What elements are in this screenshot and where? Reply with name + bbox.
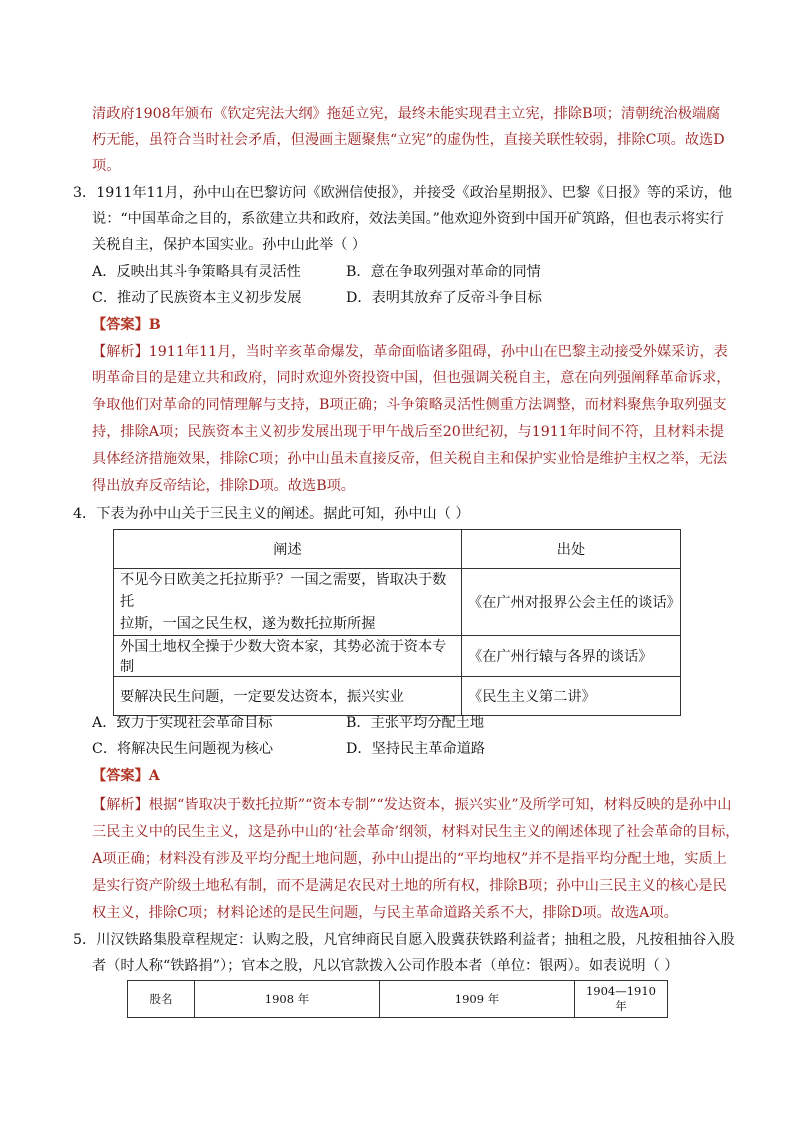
prev-analysis-line: 朽无能，虽符合当时社会矛盾，但漫画主题聚焦“立宪”的虚伪性，直接关联性较弱，排除C项。故选D bbox=[92, 132, 725, 148]
prev-analysis-line: 清政府1908年颁布《钦定宪法大纲》拖延立宪，最终未能实现君主立宪，排除B项；清朝统治极端腐 bbox=[92, 106, 721, 122]
q3-analysis-line: 明革命目的是建立共和政府，同时欢迎外资投资中国，但也强调关税自主，意在向列强阐释革命诉求， bbox=[92, 370, 731, 386]
q3-analysis-line: 争取他们对革命的同情理解与支持，B项正确；斗争策略灵活性侧重方法调整，而材料聚焦争取列强支 bbox=[92, 397, 727, 413]
q4-cell-line: 要解决民生问题，一定要发达资本，振兴实业 bbox=[120, 689, 404, 705]
q4-analysis-line: 是实行资产阶级土地私有制，而不是满足农民对土地的所有权，排除B项；孙中山三民主义的核心是民 bbox=[92, 878, 727, 894]
q4-table-source: 《在广州对报界公会主任的谈话》 bbox=[462, 569, 681, 636]
q4-cell-line: 拉斯，一国之民生权，遂为数托拉斯所握 bbox=[120, 616, 376, 632]
q4-analysis-line: A项正确；材料没有涉及平均分配土地问题，孙中山提出的“平均地权”并不是指平均分配土地，实质上 bbox=[92, 851, 727, 867]
q3-option-b[interactable]: B．意在争取列强对革命的同情 bbox=[346, 264, 541, 280]
q4-table-source: 《在广州行辕与各界的谈话》 bbox=[462, 636, 681, 677]
q4-option-c[interactable]: C．将解决民生问题视为核心 bbox=[92, 741, 274, 757]
q4-table bbox=[113, 529, 681, 716]
q4-answer: 【答案】A bbox=[92, 768, 160, 784]
q4-table-header: 出处 bbox=[462, 530, 681, 569]
q3-stem-line: 说：“中国革命之目的，系欲建立共和政府，效法美国。”他欢迎外资到中国开矿筑路，但也表示将实行 bbox=[92, 211, 724, 227]
q5-table-header: 1908 年 bbox=[195, 981, 380, 1018]
q5-table-header: 1909 年 bbox=[380, 981, 575, 1018]
q3-analysis-line: 具体经济措施效果，排除C项；孙中山虽未直接反帝，但关税自主和保护实业恰是维护主权之举，无法 bbox=[92, 451, 728, 467]
q3-option-a[interactable]: A．反映出其斗争策略具有灵活性 bbox=[92, 264, 301, 280]
q4-table-cell bbox=[114, 636, 462, 677]
q4-table-source: 《民生主义第二讲》 bbox=[462, 677, 681, 716]
q5-table-header: 1904—1910 年 bbox=[575, 981, 668, 1018]
q4-table-cell bbox=[114, 569, 462, 636]
q5-stem-line: 5．川汉铁路集股章程规定：认购之股，凡官绅商民自愿入股冀获铁路利益者；抽租之股，凡按租抽谷入股 bbox=[73, 932, 735, 948]
q3-answer: 【答案】B bbox=[92, 317, 161, 333]
q5-stem-line: 者（时人称“铁路捐”）；官本之股，凡以官款拨入公司作股本者（单位：银两）。如表说明（ ） bbox=[92, 958, 679, 974]
q4-cell-line: 外国土地权全操于少数大资本家，其势必流于资本专制 bbox=[120, 639, 447, 675]
q3-analysis-line: 持，排除A项；民族资本主义初步发展出现于甲午战后至20世纪初，与1911年时间不符，且材料未提 bbox=[92, 424, 724, 440]
q4-analysis-line: 权主义，排除C项；材料论述的是民生问题，与民主革命道路关系不大，排除D项。故选A项。 bbox=[92, 905, 678, 921]
q4-option-d[interactable]: D．坚持民主革命道路 bbox=[346, 741, 486, 757]
q4-analysis-line: 【解析】根据“皆取决于数托拉斯”“资本专制”“发达资本，振兴实业”及所学可知，材料反映的是孙中山 bbox=[92, 797, 732, 813]
q3-option-c[interactable]: C．推动了民族资本主义初步发展 bbox=[92, 290, 302, 306]
q4-analysis-line: 三民主义中的民生主义，这是孙中山的‘社会革命’纲领，材料对民生主义的阐述体现了社会革命的目标， bbox=[92, 824, 740, 840]
q4-table-header: 阐述 bbox=[114, 530, 462, 569]
q5-table bbox=[127, 980, 668, 1018]
q3-stem-line: 3．1911年11月，孙中山在巴黎访问《欧洲信使报》，并接受《政治星期报》、巴黎《日报》等的采访，他 bbox=[73, 185, 733, 201]
q4-cell-line: 不见今日欧美之托拉斯乎？一国之需要，皆取决于数托 bbox=[120, 572, 447, 610]
q3-stem-line: 关税自主，保护本国实业。孙中山此举（ ） bbox=[92, 237, 367, 253]
q3-analysis-line: 得出放弃反帝结论，排除D项。故选B项。 bbox=[92, 478, 355, 494]
q3-analysis-line: 【解析】1911年11月，当时辛亥革命爆发，革命面临诸多阻碍，孙中山在巴黎主动接受外媒采访，表 bbox=[92, 344, 728, 360]
prev-analysis-line: 项。 bbox=[92, 158, 121, 174]
q3-option-d[interactable]: D．表明其放弃了反帝斗争目标 bbox=[346, 290, 542, 306]
q4-option-b[interactable]: B．主张平均分配土地 bbox=[346, 715, 485, 731]
q5-table-header: 股名 bbox=[128, 981, 195, 1018]
q4-option-a[interactable]: A．致力于实现社会革命目标 bbox=[92, 715, 273, 731]
q4-stem: 4．下表为孙中山关于三民主义的阐述。据此可知，孙中山（ ） bbox=[73, 506, 470, 522]
q4-table-cell bbox=[114, 677, 462, 716]
